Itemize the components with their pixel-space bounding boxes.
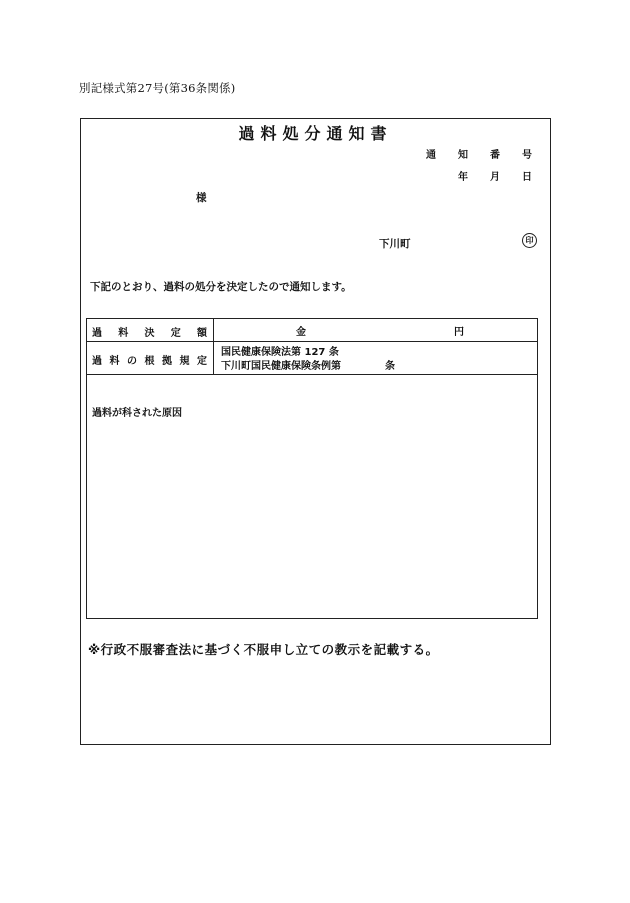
document-title: 過料処分通知書	[238, 124, 393, 143]
intro-text: 下記のとおり、過料の処分を決定したので通知します。	[90, 281, 352, 293]
date-year: 年	[458, 172, 468, 183]
number-char-4: 号	[522, 150, 532, 161]
appeal-notice: ※行政不服審査法に基づく不服申し立ての教示を記載する。	[88, 642, 439, 657]
table-divider	[86, 341, 538, 342]
date-month: 月	[490, 172, 500, 183]
amount-kin: 金	[296, 327, 306, 338]
number-char-3: 番	[490, 150, 500, 161]
table-column-divider	[213, 318, 214, 375]
number-char-1: 通	[426, 150, 436, 161]
basis-label: 過 料 の 根 拠 規 定	[92, 356, 207, 367]
form-label: 別記様式第27号(第36条関係)	[79, 81, 236, 95]
seal-icon: 印	[522, 233, 537, 248]
date-day: 日	[522, 172, 532, 183]
amount-label: 過 料 決 定 額	[92, 328, 207, 339]
amount-yen: 円	[454, 327, 464, 338]
reason-label: 過料が科された原因	[92, 408, 182, 419]
basis-line-2-article: 条	[385, 361, 395, 372]
addressee-suffix: 様	[196, 192, 207, 204]
basis-line-1: 国民健康保険法第 127 条	[221, 347, 339, 358]
table-divider	[86, 374, 538, 375]
basis-line-2: 下川町国民健康保険条例第	[221, 361, 341, 372]
issuer-name: 下川町	[379, 238, 411, 250]
number-char-2: 知	[458, 150, 468, 161]
